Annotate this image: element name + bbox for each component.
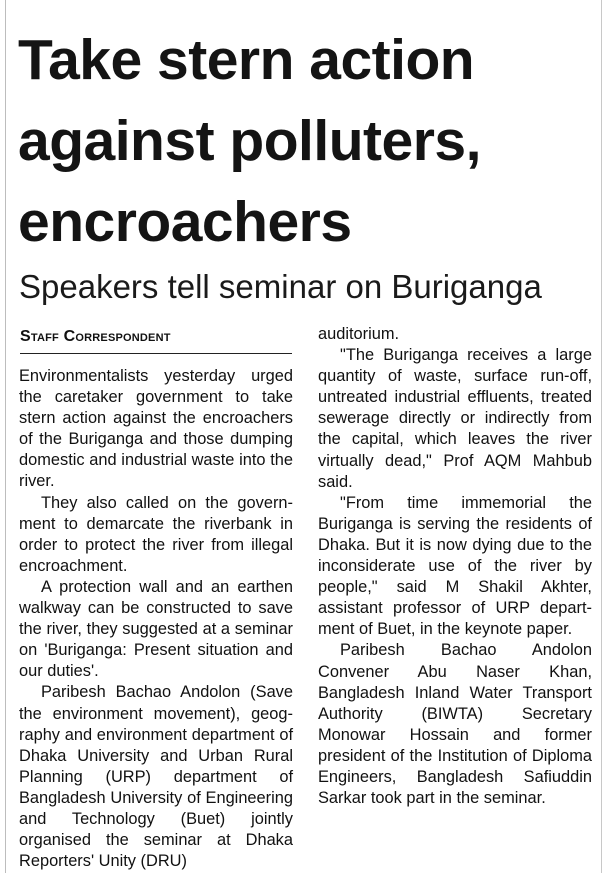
paragraph: Paribesh Bachao Andolon (Save the environment movement), geography and environment department of Dhaka University and Urban Rural Planning (URP) department of Bangladesh University of Engineering and Technology (Buet) jointly organised the seminar at Dhaka Reporters' Unity (DRU): [19, 683, 293, 871]
paragraph: They also called on the government to demarcate the riverbank in order to protect the river from illegal encroachment.: [19, 493, 293, 575]
paragraph: Environmentalists yesterday urged the caretaker government to take stern action against the encroachers of the Buriganga and those dumping domestic and industrial waste into the river.: [19, 367, 293, 491]
left-column-rule: [5, 0, 6, 873]
paragraph: A protection wall and an earthen walkway can be constructed to save the river, they suggested at a seminar on 'Buriganga: Present situation and our duties'.: [19, 577, 293, 681]
byline: Staff Correspondent: [20, 327, 292, 354]
paragraph: "The Buriganga receives a large quantity of waste, surface run-off, untreated industrial effluents, treated sewerage directly or indirectly from the capital, which leaves the river virtually dead," Prof AQM Mahbub said.: [318, 346, 592, 491]
article-column-right: [318, 324, 592, 809]
headline-line: against polluters,: [18, 109, 481, 173]
article-column-left: [19, 366, 293, 872]
headline-line: Take stern action: [18, 28, 475, 92]
paragraph: "From time immemorial the Buriganga is serving the residents of Dhaka. But it is now dying due to the inconsiderate use of the river by people," said M Shakil Akhter, assistant professor of URP department of Buet, in the keynote paper.: [318, 493, 592, 639]
headline-line: encroachers: [18, 190, 352, 254]
paragraph-continuation: auditorium.: [318, 325, 400, 343]
headline: [18, 20, 598, 263]
right-column-rule: [601, 0, 602, 873]
subheadline: Speakers tell seminar on Buriganga: [19, 268, 542, 305]
paragraph: Paribesh Bachao Andolon Convener Abu Naser Khan, Bangladesh Inland Water Transport Authority (BIWTA) Secretary Monowar Hossain and former president of the Institution of Diploma Engineers, Bangladesh Safiuddin Sarkar took part in the seminar.: [318, 641, 592, 808]
